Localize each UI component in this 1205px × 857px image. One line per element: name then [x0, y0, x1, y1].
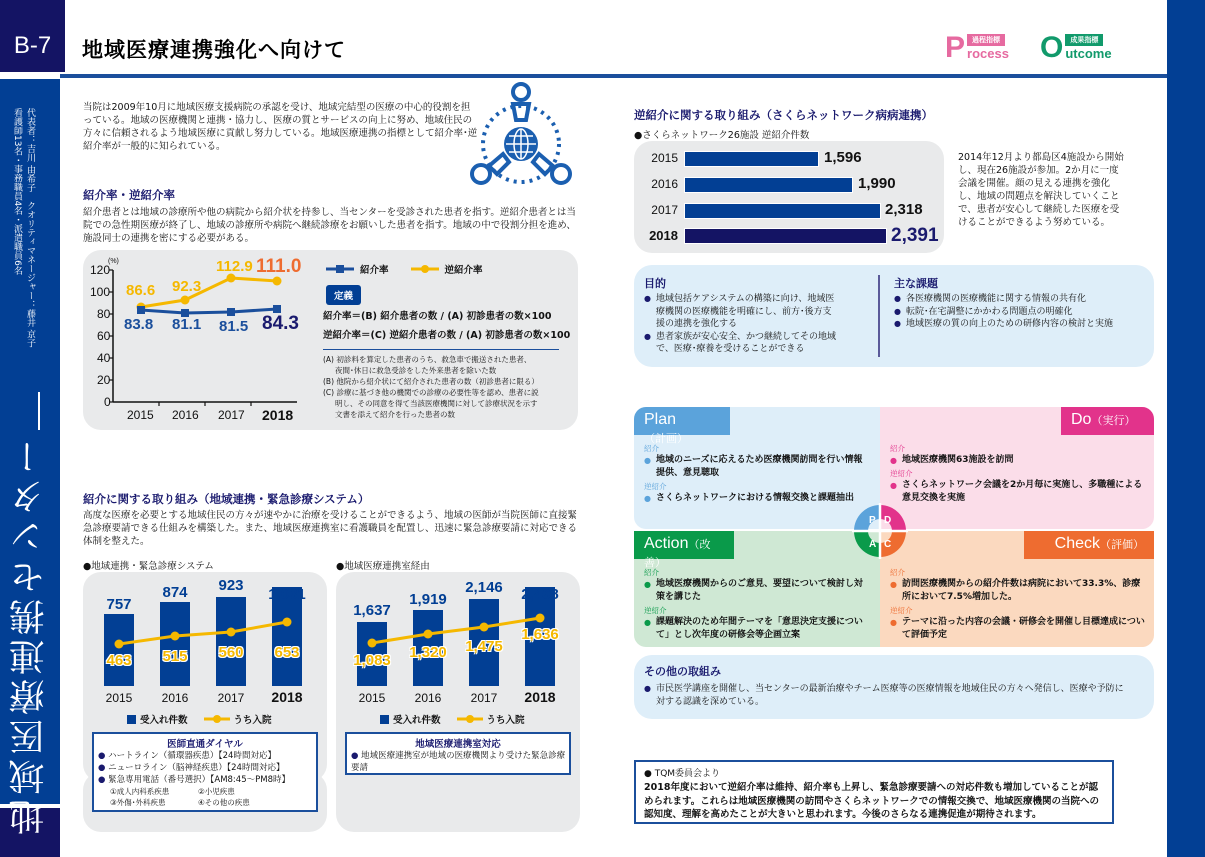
y-tick: 2018: [649, 228, 678, 243]
do-label-referral: 紹介: [890, 444, 905, 453]
dial-sub-list: ①成人内科系疾患 ②小児疾患 ③外傷･外科疾患 ④その他の疾患: [110, 787, 250, 807]
y-tick: 80: [97, 307, 111, 321]
x-tick: 2016: [161, 691, 189, 705]
purpose-item: ● 患者家族が安心安全、かつ継続してその地域で、医療･療養を受けることができる: [644, 331, 839, 356]
tqm-title: ● TQM委員会より: [644, 769, 721, 779]
liaison-box-title: 地域医療連携室対応: [415, 739, 501, 750]
inpatient-value: 515: [162, 648, 188, 665]
y-tick: 0: [104, 395, 111, 409]
purpose-list: [644, 293, 839, 356]
bar: [684, 177, 853, 193]
doctor-dial-title: 医師直通ダイヤル: [167, 739, 243, 750]
bar-value: 1,919: [409, 591, 447, 608]
liaison-box: [345, 732, 571, 775]
other-efforts-panel: [634, 655, 1154, 719]
check-label-referral: 紹介: [890, 568, 905, 577]
network-people-icon: [467, 82, 575, 192]
purpose-title: 目的: [644, 277, 666, 290]
x-tick: 2017: [217, 691, 245, 705]
bar-value: 2,318: [885, 201, 923, 218]
pdca-plan: [634, 407, 880, 529]
other-title: その他の取組み: [644, 665, 721, 678]
definition-divider: [323, 349, 559, 350]
issue-item: ● 各医療機関の医療機能に関する情報の共有化: [894, 293, 1144, 306]
process-tag: 過程指標: [967, 34, 1005, 46]
sidebar-bar: [38, 392, 40, 430]
plan-label-referral: 紹介: [644, 444, 659, 453]
legend-bar: 受入れ件数: [140, 715, 188, 726]
legend-referral: 紹介率: [360, 265, 389, 276]
rates-title: 紹介率・逆紹介率: [83, 188, 175, 202]
pdca-letter-a: A: [869, 539, 877, 550]
process-word: rocess: [967, 46, 1009, 61]
sidebar-representative: 代表者：吉川 由希子 クオリティマネージャー：藤井 京子: [25, 108, 35, 348]
reverse-rate-label: 111.0: [256, 256, 302, 277]
rates-legend: [326, 262, 483, 276]
pdca-cycle: [634, 407, 1154, 647]
plan-header: Plan（計画）: [634, 407, 730, 435]
page-title: 地域医療連携強化へ向けて: [82, 38, 346, 62]
doctor-dial-box: [92, 732, 318, 812]
x-tick: 2015: [105, 691, 133, 705]
sakura-title: 逆紹介に関する取り組み（さくらネットワーク病病連携）: [634, 108, 933, 122]
note-a1: (A) 初診料を算定した患者のうち、救急車で搬送された患者、: [323, 355, 532, 364]
right-band: [1167, 0, 1205, 857]
x-tick: 2018: [271, 689, 303, 705]
section-code: B-7: [0, 0, 65, 72]
emergency-title: 紹介に関する取り組み（地域連携・緊急診療システム）: [83, 492, 370, 506]
definition-referral: 紹介率＝(B) 紹介患者の数 / (A) 初診患者の数×100: [323, 311, 552, 322]
x-tick: 2015: [358, 691, 386, 705]
header-divider: [60, 74, 1167, 78]
chart2-legend: [380, 712, 525, 726]
definition-badge: 定義: [326, 285, 361, 305]
liaison-chart-panel: [336, 572, 580, 832]
y-tick: 2016: [651, 177, 678, 191]
note-b: (B) 他院から紹介状にて紹介された患者の数（初診患者に限る）: [323, 377, 539, 386]
dial-item: ● ニューロライン（脳神経疾患）【24時間対応】: [98, 763, 285, 773]
x-tick: 2017: [470, 691, 498, 705]
other-item: ● 市民医学講座を開催し、当センターの最新治療やチーム医療等の医療情報を地域住民の方々へ発信し、医療や予防に対する認識を深めている。: [644, 683, 1124, 708]
bar-value: 1,990: [858, 175, 896, 192]
pdca-letter-c: C: [884, 539, 892, 550]
plan-label-reverse: 逆紹介: [644, 482, 667, 491]
referral-rate-label: 84.3: [262, 313, 299, 334]
check-body: [890, 563, 1145, 642]
sakura-chart-panel: [634, 141, 944, 253]
bar-value: 874: [162, 584, 188, 601]
do-header: Do（実行）: [1061, 407, 1154, 435]
reverse-rate-label: 112.9: [216, 258, 253, 275]
process-letter: P: [945, 31, 966, 64]
referral-legend-icon: [326, 265, 354, 273]
bar-value: 2,391: [891, 225, 939, 246]
legend-bar: 受入れ件数: [393, 715, 441, 726]
bar-legend-icon: [127, 715, 136, 724]
inpatient-value: 1,636: [521, 626, 559, 643]
y-tick: 120: [90, 263, 111, 277]
do-item: ● 地域医療機関63施設を訪問: [890, 454, 1145, 467]
check-label-reverse: 逆紹介: [890, 606, 913, 615]
y-tick: 2017: [651, 203, 678, 217]
rates-text: 紹介患者とは地域の診療所や他の病院から紹介状を持参し、当センターを受診された患者を指す。逆紹介患者とは当院での急性期医療が終了し、地域の診療所や病院へ継続診療をお願いした患者を指す。地域の中で役割分担を進め、施設同士の連携を密にする必要がある。: [83, 207, 576, 244]
plan-body: [644, 439, 869, 505]
action-label-referral: 紹介: [644, 568, 659, 577]
bar-value: 2,468: [521, 586, 559, 603]
outcome-letter: O: [1040, 31, 1064, 64]
bar: [684, 228, 887, 244]
legend-line: うち入院: [233, 715, 272, 726]
note-c2: 明し、その同意を得て当該医療機関に対して診療状況を示す: [335, 399, 538, 408]
plan-item: ● 地域のニーズに応えるため医療機関訪問を行い情報提供、意見聴取: [644, 454, 869, 480]
referral-rate-label: 81.1: [172, 316, 202, 333]
bar: [684, 151, 819, 167]
liaison-item: ● 地域医療連携室が地域の医療機関より受けた緊急診療要請: [351, 751, 566, 773]
referral-rate-label: 83.8: [124, 316, 154, 333]
pdca-cycle-icon: [850, 501, 910, 561]
dial-item: ● 緊急専用電話（番号選択）【AM8:45～PM8時】: [98, 775, 290, 785]
y-tick: 2015: [651, 151, 678, 165]
do-body: [890, 439, 1145, 505]
action-item: ● 地域医療機関からのご意見、要望について検討し対策を講じた: [644, 578, 869, 604]
outcome-tag: 成果指標: [1065, 34, 1103, 46]
sidebar-staff: 看護師13名・事務職員4名・派遣職員6名: [12, 108, 22, 275]
inpatient-value: 463: [106, 652, 132, 669]
tqm-text: 2018年度において逆紹介率は維持、紹介率も上昇し、緊急診療要請への対応件数も増加していることが認められます。これらは地域医療機関の訪問やさくらネットワークでの情報交換で、地域医療機関の当院への認知度、理解を高めたことが大きいと思われます。今後のさらなる連携促進が期待されます。: [644, 782, 1100, 820]
x-tick: 2018: [524, 689, 556, 705]
x-tick: 2015: [127, 408, 154, 422]
bar-value: 2,146: [465, 579, 503, 596]
pdca-check: [880, 531, 1154, 647]
inpatient-value: 560: [218, 644, 244, 661]
pdca-action: [634, 531, 880, 647]
outcome-word: utcome: [1065, 46, 1112, 61]
outcome-logo: [1040, 31, 1112, 64]
purpose-item: ● 地域包括ケアシステムの構築に向け、地域医療機関の医療機能を明確にし、前方･後方支援の連携を強化する: [644, 293, 839, 331]
action-header: Action（改善）: [634, 531, 734, 559]
inpatient-value: 653: [274, 644, 300, 661]
chart1-legend: [127, 712, 272, 726]
intro-text: 当院は2009年10月に地域医療支援病院の承認を受け、地域完結型の医療の中心的役割を担っている。地域の医療機関と連携・協力し、医療の質とサービスの向上に努め、地域住民の方々に信頼されるよう地域医療に貢献し努力している。地域医療連携の指標として紹介率･逆紹介率が一般的に知られている。: [83, 102, 478, 152]
bar-value: 1,031: [268, 586, 306, 603]
inpatient-value: 1,083: [353, 652, 391, 669]
action-item: ● 課題解決のため年間テーマを「意思決定支援について」とし次年度の研修会等企画立案: [644, 616, 869, 642]
x-tick: 2016: [414, 691, 442, 705]
other-list: [644, 683, 1124, 708]
emergency-chart-panel: [83, 572, 327, 807]
action-label-reverse: 逆紹介: [644, 606, 667, 615]
note-c3: 文書を添えて紹介を行った患者の数: [335, 410, 455, 419]
chart2-title: ●地域医療連携室経由: [336, 561, 430, 572]
sakura-note: 2014年12月より都島区4施設から開始し、現在26施設が参加。2か月に一度会議を開催。顔の見える連携を強化し、地域の問題点を解決していくことで、患者が安心して継続した医療を受けることができるよう努めている。: [958, 152, 1124, 228]
y-tick: 20: [97, 373, 111, 387]
issue-item: ● 地域医療の質の向上のための研修内容の検討と実施: [894, 318, 1144, 331]
referral-rate-label: 81.5: [219, 318, 249, 335]
plan-item: ● さくらネットワークにおける情報交換と課題抽出: [644, 492, 869, 505]
check-item: ● テーマに沿った内容の会議・研修会を開催し目標達成について評価予定: [890, 616, 1145, 642]
line-legend-icon: [457, 715, 483, 723]
issues-title: 主な課題: [894, 277, 938, 290]
bar-legend-icon: [380, 715, 389, 724]
issue-item: ● 転院･在宅調整にかかわる問題点の明確化: [894, 306, 1144, 319]
reverse-rate-label: 92.3: [172, 278, 202, 295]
y-tick: 60: [97, 329, 111, 343]
legend-line: うち入院: [486, 715, 525, 726]
line-legend-icon: [204, 715, 230, 723]
check-header: Check（評価）: [1024, 531, 1154, 559]
pdca-do: [880, 407, 1154, 529]
bar-value: 757: [106, 596, 132, 613]
note-c1: (C) 診療に基づき他の機関での診療の必要性等を認め、患者に説: [323, 388, 539, 397]
definition-reverse: 逆紹介率＝(C) 逆紹介患者の数 / (A) 初診患者の数×100: [323, 330, 571, 341]
purpose-divider: [878, 275, 880, 357]
process-logo: [945, 31, 1009, 64]
x-tick: 2018: [262, 407, 294, 423]
note-a2: 夜間･休日に救急受診をした外来患者を除いた数: [335, 366, 497, 375]
inpatient-value: 1,475: [465, 638, 503, 655]
action-body: [644, 563, 869, 642]
x-tick: 2016: [172, 408, 199, 422]
reverse-rate-label: 86.6: [126, 282, 156, 299]
y-tick: 40: [97, 351, 111, 365]
inpatient-value: 1,320: [409, 644, 447, 661]
sakura-subtitle: ●さくらネットワーク26施設 逆紹介件数: [634, 130, 810, 141]
do-item: ● さくらネットワーク会議を2か月毎に実施し、多職種による意見交換を実施: [890, 479, 1145, 505]
y-tick: 100: [90, 285, 111, 299]
purpose-panel: [634, 265, 1154, 367]
tqm-comment-box: [634, 760, 1114, 824]
pdca-letter-p: P: [869, 515, 876, 526]
sidebar-department: 地域医療連携センター: [9, 435, 50, 835]
bar-value: 1,637: [353, 602, 391, 619]
emergency-text: 高度な医療を必要とする地域住民の方々が速やかに治療を受けることができるよう、地域の医師が当院医師に直接緊急診療要請できる仕組みを構築した。また、地域医療連携室に看護職員を配置し、迅速に緊急診療要請に対応できる体制を整えた。: [83, 510, 578, 547]
bar-value: 1,596: [824, 149, 862, 166]
do-label-reverse: 逆紹介: [890, 469, 913, 478]
bar-value: 923: [218, 577, 244, 594]
chart1-title: ●地域連携・緊急診療システム: [83, 561, 214, 572]
pdca-letter-d: D: [884, 515, 892, 526]
y-axis-unit: (%): [108, 258, 119, 265]
issues-list: [894, 293, 1144, 331]
x-tick: 2017: [218, 408, 245, 422]
legend-reverse: 逆紹介率: [444, 265, 483, 276]
bar: [684, 203, 881, 219]
reverse-legend-icon: [411, 265, 439, 273]
dial-item: ● ハートライン（循環器疾患）【24時間対応】: [98, 751, 276, 761]
check-item: ● 訪問医療機関からの紹介件数は病院において33.3%、診療所において7.5%増加した。: [890, 578, 1145, 604]
